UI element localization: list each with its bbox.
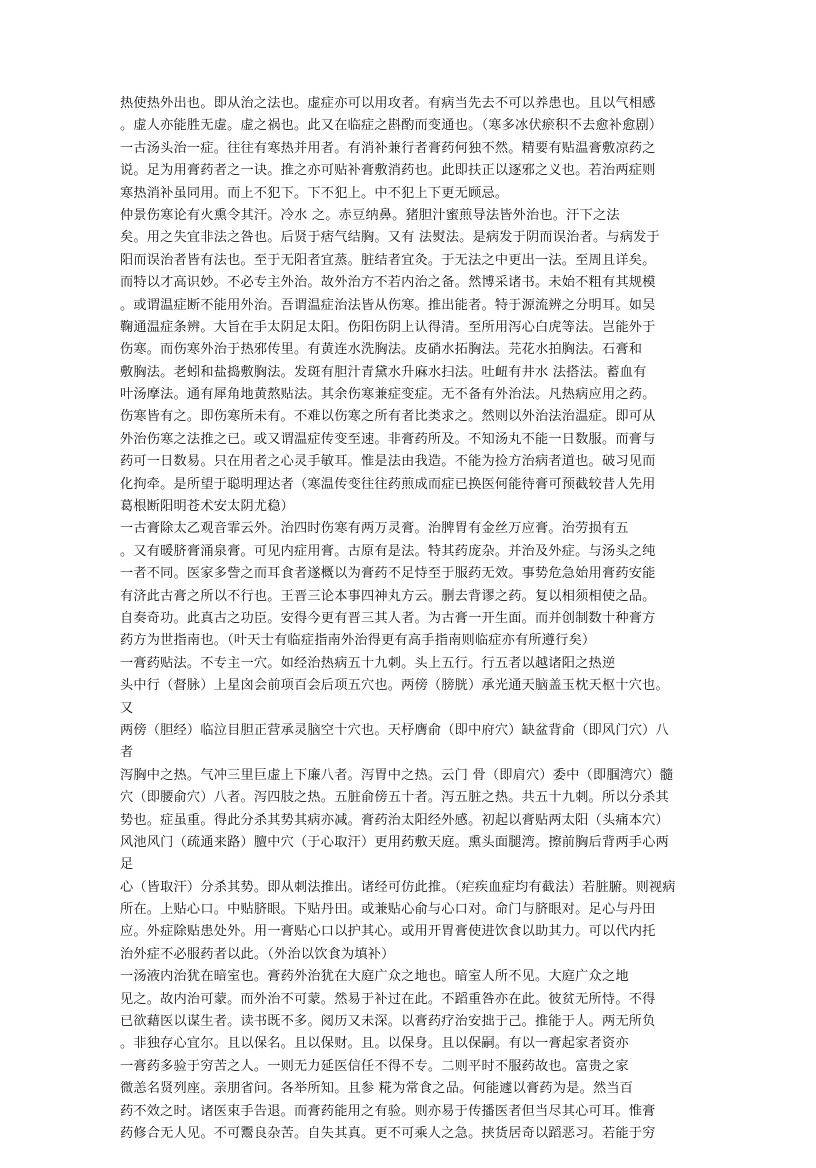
text-line: 药修合无人见。不可鬻良杂苦。自失其真。更不可乘人之急。挟货居奇以蹈恶习。若能于穷 (120, 1125, 656, 1141)
text-line: 两傍（胆经）临泣目胆正营承灵脑空十穴也。天杼膺俞（即中府穴）缺盆背俞（即风门穴）八 (120, 722, 669, 738)
text-line: 者 (120, 745, 134, 761)
text-line: 敷胸法。老蚓和盐捣敷胸法。发斑有胆汁青黛水升麻水扫法。吐衄有井水 法搭法。蓄血有 (120, 364, 647, 380)
text-line: 叶汤摩法。通有犀角地黄熬贴法。其余伤寒兼症变症。无不备有外治法。凡热病应用之药。 (120, 387, 656, 403)
text-line: 微恙名贤列座。亲朋省问。各举所知。且参 糀为常食之品。何能遽以膏药为是。然当百 (120, 1081, 634, 1097)
text-line: 见之。故内治可蒙。而外治不可蒙。然易于补过在此。不蹈重咎亦在此。彼贫无所恃。不得 (120, 991, 656, 1007)
text-line: 阳而误治者皆有法也。至于无阳者宜蒸。脏结者宜灸。于无法之中更出一法。至周且详矣。 (120, 252, 656, 268)
text-line: 头中行（督脉）上星囟会前项百会后项五穴也。两傍（膀胱）承光通天脑盖玉枕天枢十穴也。 (120, 678, 669, 694)
text-line: 一古汤头治一症。往往有寒热并用者。有消补兼行者膏药何独不然。精要有贴温膏敷凉药之 (120, 140, 656, 156)
text-line: 说。足为用膏药者之一诀。推之亦可贴补膏敷消药也。此即扶正以逐邪之义也。若治两症则 (120, 163, 656, 179)
text-line: 。或谓温症断不能用外治。吾谓温症治法皆从伤寒。推出能者。特于源流辨之分明耳。如吴 (120, 297, 656, 313)
text-line: 葛根断阳明苍术安太阴尤稳） (120, 499, 295, 515)
text-line: 势也。症虽重。得此分杀其势其病亦减。膏药治太阳经外感。初起以膏贴两太阳（头痛本穴） (120, 812, 669, 828)
text-line (120, 1145, 700, 1167)
text-line: 一膏药贴法。不专主一穴。如经治热病五十九刺。头上五行。行五者以越诸阳之热逆 (120, 655, 616, 671)
text-line: 药方为世指南也。（叶天士有临症指南外治得更有高手指南则临症亦有所遵行矣） (120, 633, 596, 649)
text-line: 有济此古膏之所以不行也。王晋三论本事四神丸方云。删去背谬之药。复以相须相使之品。 (120, 588, 656, 604)
text-line: 风池风门（疏通来路）膻中穴（于心取汗）更用药敷天庭。熏头面腿湾。擦前胸后背两手心两 (120, 834, 669, 850)
text-line: 足 (120, 857, 134, 873)
text-line: 所在。上贴心口。中贴脐眼。下贴丹田。或兼贴心俞与心口对。命门与脐眼对。足心与丹田 (120, 902, 656, 918)
text-line: 一者不同。医家多訾之而耳食者遂概以为膏药不足恃至于服药无效。事势危急始用膏药安能 (120, 566, 656, 582)
text-line: 一汤液内治犹在暗室也。膏药外治犹在大庭广众之地也。暗室人所不见。大庭广众之地 (120, 969, 629, 985)
text-line: 化拘牵。是所望于聪明理达者（寒温传变往往药煎成而症已换医何能待膏可预截较昔人先用 (120, 476, 656, 492)
text-line: 。非独存心宜尔。且以保名。且以保财。且。以保身。且以保嗣。有以一膏起家者资亦 (120, 1036, 629, 1052)
text-line: 寒热消补虽同用。而上不犯下。下不犯上。中不犯上下更无顾忌。 (120, 185, 509, 201)
text-line: 药可一日数易。只在用者之心灵手敏耳。惟是法由我造。不能为捡方治病者道也。破习见而 (120, 454, 656, 470)
text-line: 。虚人亦能胜无虚。虚之祸也。此又在临症之斟酌而变通也。（寒多冰伏瘀积不去愈补愈剧） (120, 118, 663, 134)
text-line: 已欲藉医以谋生者。读书既不多。阅历又未深。以膏药疗治安拙于己。推能于人。两无所负 (120, 1014, 656, 1030)
text-line: 伤寒皆有之。即伤寒所未有。不难以伤寒之所有者比类求之。然则以外治法治温症。即可从 (120, 409, 656, 425)
text-line: 治外症不必服药者以此。（外治以饮食为填补） (120, 946, 395, 962)
text-line: 泻胸中之热。气冲三里巨虚上下廉八者。泻胃中之热。云门 骨（即肩穴）委中（即腘湾穴）髓 (120, 767, 674, 783)
text-line: 鞠通温症条辨。大旨在手太阴足太阳。伤阳伤阴上认得清。至所用泻心白虎等法。岂能外于 (120, 319, 656, 335)
text-line: 又 (120, 700, 134, 716)
text-line: 仲景伤寒论有火熏令其汗。冷水 之。赤豆纳鼻。猪胆汁蜜煎导法皆外治也。汗下之法 (120, 207, 620, 223)
text-line: 一古膏除太乙观音霏云外。治四时伤寒有两万灵膏。治脾胃有金丝万应膏。治劳损有五 (120, 521, 629, 537)
text-line: 自奏奇功。此真古之功臣。安得今更有晋三其人者。为古膏一开生面。而并创制数十种膏方 (120, 610, 656, 626)
document-body (120, 93, 700, 1168)
text-line: 心（皆取汗）分杀其势。即从刺法推出。诸经可仿此推。（疟疾血症均有截法）若脏腑。则视病 (120, 879, 676, 895)
text-line: 热使热外出也。即从治之法也。虚症亦可以用攻者。有病当先去不可以养患也。且以气相感 (120, 96, 656, 111)
text-line: 。又有暖脐膏涌泉膏。可见内症用膏。古原有是法。特其药庞杂。并治及外症。与汤头之纯 (120, 543, 656, 559)
text-line: 矣。用之失宜非法之咎也。后贤于痞气结胸。又有 法熨法。是病发于阴而误治者。与病发于 (120, 230, 660, 246)
text-line: 药不效之时。诸医束手告退。而膏药能用之有验。则亦易于传播医者但当尽其心可耳。惟膏 (120, 1103, 656, 1119)
text-line: 伤寒。而伤寒外治于热邪传里。有黄连水洗胸法。皮硝水拓胸法。芫花水拍胸法。石膏和 (120, 342, 643, 358)
text-line: 应。外症除贴患处外。用一膏贴心口以护其心。或用开胃膏使进饮食以助其力。可以代内托 (120, 924, 656, 940)
text-line: 穴（即腰俞穴）八者。泻四肢之热。五脏俞傍五十者。泻五脏之热。共五十九刺。所以分杀其 (120, 790, 669, 806)
text-line: 外治伤寒之法推之已。或又谓温症传变至速。非膏药所及。不知汤丸不能一日数服。而膏与 (120, 431, 656, 447)
text-line: 一膏药多验于穷苦之人。一则无力延医信任不得不专。二则平时不服药故也。富贵之家 (120, 1058, 629, 1074)
text-line: 而特以才高识妙。不必专主外治。故外治方不若内治之备。然博采诸书。未始不粗有其规模 (120, 275, 656, 291)
